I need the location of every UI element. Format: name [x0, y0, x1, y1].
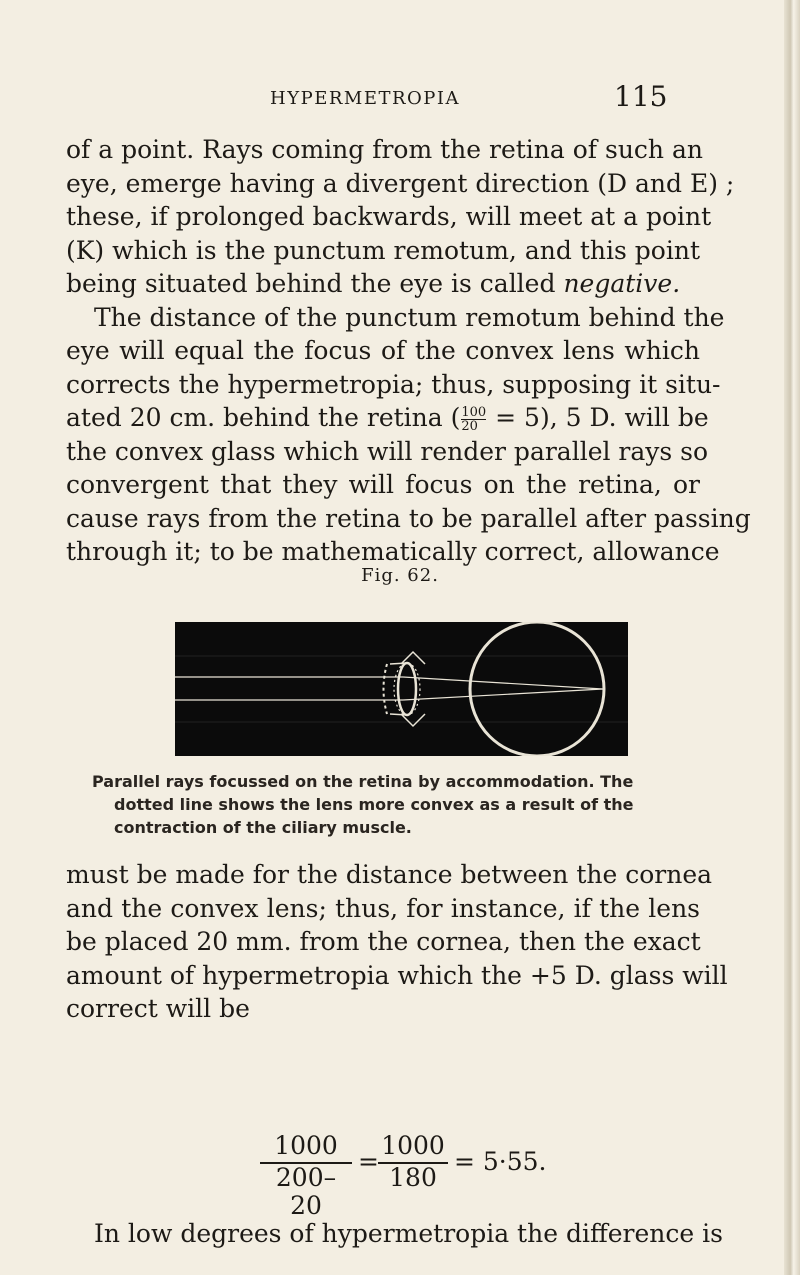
text-line: and the convex lens; thus, for instance, if the lens: [66, 893, 700, 923]
eye-ray-diagram: [175, 622, 628, 756]
paragraph-2: [66, 858, 728, 1026]
text-line: correct will be: [66, 994, 250, 1023]
italic-term: negative.: [563, 269, 681, 298]
text-line: [66, 401, 709, 435]
text-segment: ated 20 cm. behind the retina (: [66, 403, 461, 432]
caption-line: Parallel rays focussed on the retina by accommodation. The: [92, 772, 634, 791]
text-line: these, if prolonged backwards, will meet at a point: [66, 202, 712, 231]
caption-line: contraction of the ciliary muscle.: [114, 818, 412, 837]
text-line: through it; to be mathematically correct, allowance: [66, 537, 720, 566]
hypermetropia-formula: [250, 1131, 610, 1220]
figure-background: [175, 622, 628, 756]
running-title: HYPERMETROPIA: [270, 88, 460, 109]
text-line: cause rays from the retina to be parallel after passing: [66, 503, 751, 533]
figure-caption: [92, 770, 652, 839]
fraction-denominator: 180: [389, 1163, 437, 1192]
text-line: be placed 20 mm. from the cornea, then the exact: [66, 927, 701, 956]
text-line: [66, 267, 700, 301]
fraction-numerator: 1000: [260, 1131, 352, 1164]
text-line: the convex glass which will render parallel rays so: [66, 436, 709, 466]
page-number: 115: [614, 80, 668, 113]
text-line: corrects the hypermetropia; thus, supposing it situ-: [66, 369, 721, 399]
caption-line: dotted line shows the lens more convex as a result of the: [114, 795, 634, 814]
figure-label: Fig. 62.: [361, 565, 439, 586]
fraction-denominator: 20: [461, 419, 478, 434]
iris-lower: [390, 714, 407, 715]
paragraph-3: [66, 1217, 723, 1251]
text-segment: = 5), 5 D. will be: [487, 403, 709, 432]
fraction-numerator: 100: [461, 405, 487, 420]
text-segment: being situated behind the eye is called: [66, 269, 564, 298]
fraction-2: [378, 1131, 448, 1192]
text-line: (K) which is the punctum remotum, and this point: [66, 235, 700, 265]
text-line: of a point. Rays coming from the retina of such an: [66, 135, 703, 164]
formula-result: = 5·55.: [454, 1147, 547, 1176]
text-line: eye will equal the focus of the convex lens which: [66, 336, 700, 365]
fraction-numerator: 1000: [378, 1131, 448, 1164]
equals-sign: =: [358, 1147, 379, 1176]
text-line: The distance of the punctum remotum behind the: [94, 302, 725, 332]
page-edge: [784, 0, 800, 1275]
paragraph-1: [66, 133, 751, 569]
iris-upper: [390, 663, 407, 664]
text-line: must be made for the distance between the cornea: [66, 860, 713, 889]
text-line: eye, emerge having a divergent direction (D and E) ;: [66, 168, 735, 198]
text-line: convergent that they will focus on the retina, or: [66, 470, 700, 499]
text-line: amount of hypermetropia which the +5 D. glass will: [66, 960, 728, 990]
fraction-denominator: 200–20: [275, 1163, 337, 1220]
text-line: In low degrees of hypermetropia the difference is: [94, 1219, 723, 1248]
inline-fraction: [461, 406, 486, 433]
fraction-1: [260, 1131, 352, 1220]
